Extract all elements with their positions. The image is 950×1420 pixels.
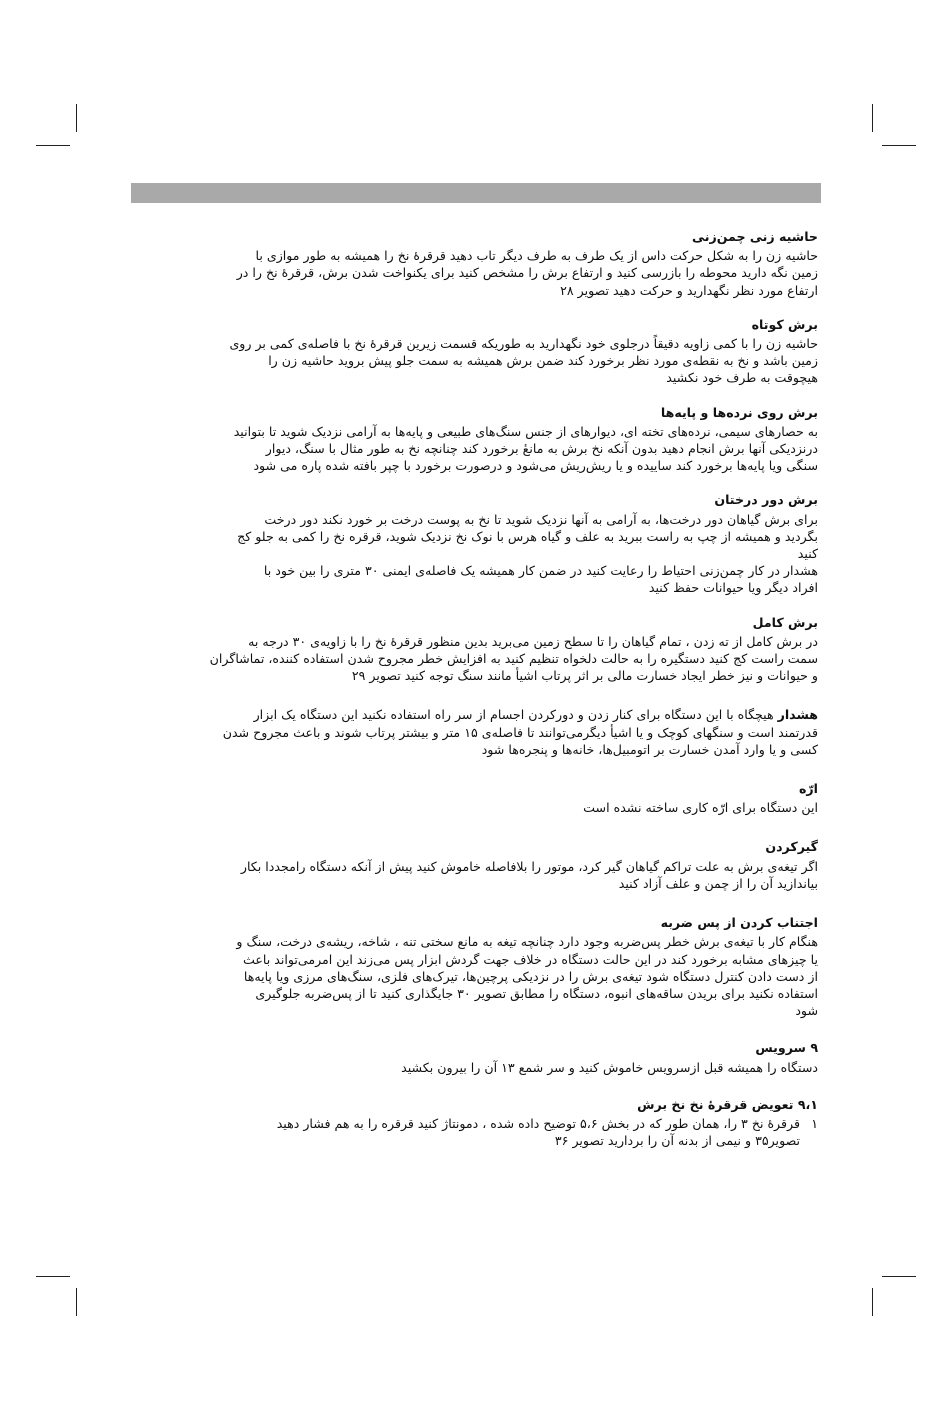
crop-mark-bottom-right-vertical — [872, 1288, 873, 1316]
text-line: بگردید و همیشه از چپ به راست ببرید به علف و گیاه هرس با نوک نخ نزدیک شوید، قرقره نخ را کمی به جلو کج — [237, 528, 818, 544]
text-line: از دست دادن کنترل دستگاه شود تیغه‌ی برش را در نزدیکی پرچین‌ها، تیرک‌های فلزی، سنگ‌های مرزی ویا پایه‌ها — [243, 968, 818, 984]
text-line: هیچگاه با این دستگاه برای کنار زدن و دورکردن اجسام از سر راه استفاده نکنید این دستگاه یک ابزار — [253, 707, 778, 723]
text-line: به حصارهای سیمی، نرده‌های تخته ای، دیوارهای از جنس سنگ‌های طبیعی و پایه‌ها به آرامی نزدیک شوید تا بتوانید — [233, 423, 818, 439]
section-saw — [140, 780, 818, 816]
text-line: دستگاه را همیشه قبل ازسرویس خاموش کنید و سر شمع ۱۳ آن را بیرون بکشید — [401, 1059, 818, 1075]
text-line: حاشیه زن را به شکل حرکت داس از یک طرف به طرف دیگر تاب دهید قرقرهٔ نخ را همیشه به طور موازی با — [255, 248, 818, 264]
section-heading: برش روی نرده‌ها و پایه‌ها — [660, 404, 818, 420]
section-jamming — [140, 838, 818, 892]
text-line: هیچوقت به طرف خود نکشید — [666, 370, 818, 386]
header-bar — [131, 183, 821, 203]
text-line: این دستگاه برای ار‌ّه کاری ساخته نشده است — [583, 800, 818, 816]
section-service — [140, 1039, 818, 1075]
text-line: زمین باشد و نخ به نقطه‌ی مورد نظر برخورد کند ضمن برش همیشه به سمت جلو پیش بروید حاشیه زن را — [268, 353, 818, 369]
section-heading: ۹،۱ تعویض قرقرهٔ نخ نخ برش — [637, 1096, 818, 1112]
step-text — [277, 1115, 800, 1149]
section-edge-trimming — [140, 228, 818, 299]
text-line: ارتفاع مورد نظر نگهدارید و حرکت دهید تصویر ۲۸ — [560, 282, 818, 298]
section-full-cut — [140, 614, 818, 685]
text-line: قرقرهٔ نخ ۳ را، همان طور که در بخش ۵،۶ توضیح داده شده ، دمونتاژ کنید قرقره را به هم فشار دهید — [276, 1115, 800, 1131]
text-line: کسی و یا وارد آمدن خسارت بر اتومبیل‌ها، خانه‌ها و پنجره‌ها شود — [481, 741, 818, 757]
section-warning — [140, 706, 818, 758]
text-line: زمین نگه دارید محوطه را بازرسی کنید و ارتفاع برش را مشخص کنید برای یکنواخت شدن برش، قرقرهٔ نخ را در — [236, 265, 818, 281]
text-line: هنگام کار با تیغه‌ی برش خطر پس‌ضربه وجود دارد چنانچه تیغه به مانع سختی تنه ، شاخه، ریشه‌ی درخت، سنگ و — [236, 934, 818, 950]
section-heading: گیرکردن — [765, 839, 818, 855]
text-line: بیاندازید آن را از چمن و علف آزاد کنید — [618, 875, 818, 891]
section-heading: برش دور درختان — [714, 492, 818, 508]
crop-mark-bottom-left-horizontal — [36, 1276, 70, 1277]
numbered-step — [140, 1115, 818, 1149]
warning-line — [140, 706, 818, 723]
text-line: در برش کامل از ته زدن ، تمام گیاهان را تا سطح زمین می‌برید بدین منظور قرقرهٔ نخ را با زاویه‌ی ۳۰ درجه به — [248, 633, 818, 649]
text-line: قدرتمند است و سنگهای کوچک و یا اشیأ دیگرمی‌توانند تا فاصله‌ی ۱۵ متر و بیشتر پرتاب شوند و باعث مجروح شدن — [222, 724, 818, 740]
text-line: برای برش گیاهان دور درخت‌ها، به آرامی به آنها نزدیک شوید تا نخ به پوست درخت بر خورد نکند دور درخت — [264, 511, 818, 527]
crop-mark-top-right-horizontal — [882, 145, 916, 146]
crop-mark-bottom-right-horizontal — [882, 1276, 916, 1277]
section-heading: حاشیه زنی چمن‌زنی — [691, 229, 818, 244]
document-body — [140, 228, 818, 1166]
text-line: یا چیزهای مشابه برخورد کند در این حالت دستگاه در خلاف جهت گردش ابزار پس می‌زند این امرمی‌تواند باعث — [243, 951, 818, 967]
section-heading: ار‌ّه — [798, 781, 818, 797]
crop-mark-top-right-vertical — [872, 104, 873, 132]
section-kickback — [140, 914, 818, 1019]
section-heading: برش کامل — [752, 614, 818, 630]
text-line: درنزدیکی آنها برش انجام دهید بدون آنکه نخ برش به مانعٔ برخورد کند چنانچه نخ به طور مثال با سنگ، دیوار — [265, 441, 818, 457]
crop-mark-top-left-horizontal — [36, 145, 70, 146]
text-line: استفاده نکنید برای بریدن ساقه‌های انبوه، دستگاه را مطابق تصویر ۳۰ جایگذاری کنید تا از پس‌ضربه جلوگیری — [255, 985, 818, 1001]
text-line: سمت راست کج کنید دستگیره را به حالت دلخواه تنظیم کنید به افزایش خطر مجروح شدن استفاده کننده، تماشاگران — [209, 651, 818, 667]
warning-label: هشدار — [777, 707, 818, 723]
crop-mark-bottom-left-vertical — [76, 1288, 77, 1316]
section-spool-replacement — [140, 1096, 818, 1150]
step-number: ۱ — [811, 1115, 818, 1131]
text-line: هشدار در کار چمن‌زنی احتیاط را رعایت کنید در ضمن کار همیشه یک فاصله‌ی ایمنی ۳۰ متری را بین خود با — [263, 563, 818, 579]
section-fences-posts — [140, 404, 818, 475]
text-line: سنگی ویا پایه‌ها برخورد کند ساییده و یا ریش‌ریش می‌شود و درصورت برخورد با چپر بافته شده پاره می شود — [253, 458, 818, 474]
text-line: افراد دیگر ویا حیوانات حفظ کنید — [648, 580, 818, 596]
text-line: تصویر۳۵ و نیمی از بدنه آن را بردارید تصویر ۳۶ — [554, 1133, 800, 1149]
section-short-cut — [140, 316, 818, 387]
section-heading: اجتناب کردن از پس ضربه — [660, 915, 818, 931]
section-heading: ۹ سرویس — [755, 1040, 818, 1056]
text-line: و حیوانات و نیز خطر ایجاد خسارت مالی بر اثر پرتاب اشیأ مانند سنگ توجه کنید تصویر ۲۹ — [351, 668, 818, 684]
crop-mark-top-left-vertical — [76, 104, 77, 132]
section-around-trees — [140, 491, 818, 596]
section-heading: برش کوتاه — [751, 316, 818, 332]
text-line: اگر تیغه‌ی برش به علت تراکم گیاهان گیر کرد، موتور را بلافاصله خاموش کنید پیش از آنکه دستگاه رامجددا بکار — [240, 858, 818, 874]
text-line: شود — [795, 1003, 818, 1019]
text-line: حاشیه زن را با کمی زاویه دقیقاً درجلوی خود نگهدارید به طوریکه قسمت زیرین قرقرهٔ نخ با فاصله‌ی کمی بر روی — [229, 336, 818, 352]
text-line: کنید — [797, 546, 818, 562]
